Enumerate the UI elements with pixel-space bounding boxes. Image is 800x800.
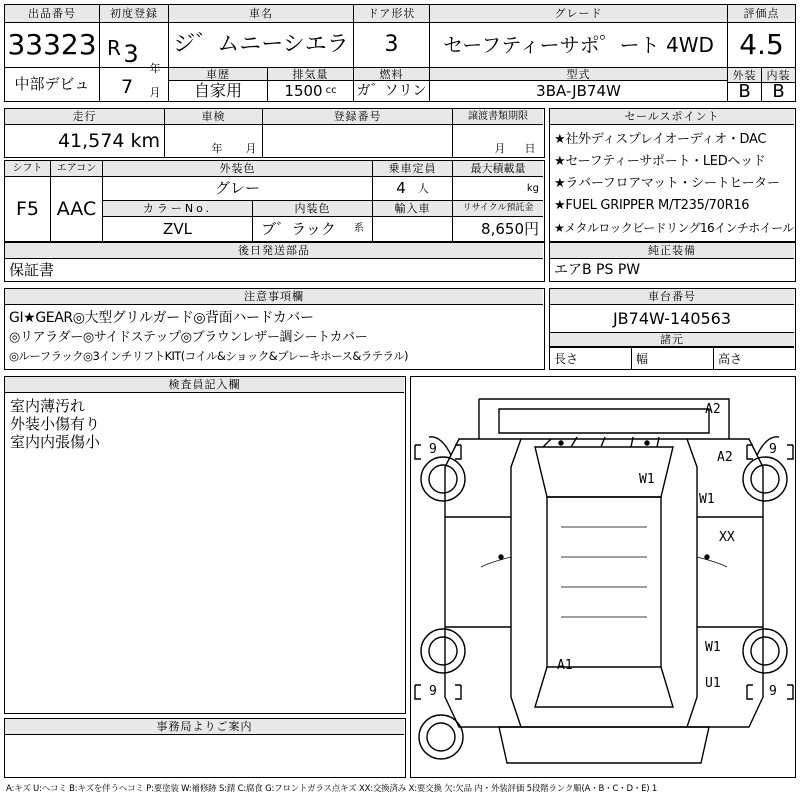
ac-value: AAC: [51, 177, 103, 241]
capacity-cell: [373, 177, 453, 201]
int-grade-label: 内装: [762, 67, 795, 83]
sales-point: ★セーフティーサポート・LEDヘッド: [554, 154, 766, 169]
inspector-line: 外装小傷有り: [10, 415, 101, 433]
sales-points-list: [554, 129, 794, 239]
transfer-day-unit: 日: [524, 141, 536, 155]
damage-w1-rear: W1: [705, 640, 721, 655]
inspector-line: 室内薄汚れ: [10, 397, 86, 415]
door-count: 3: [354, 23, 430, 67]
color-value: グレー: [103, 177, 373, 201]
sales-points-label: セールスポイント: [550, 109, 794, 125]
displacement-cell: [268, 81, 354, 101]
displacement-unit: cc: [325, 85, 337, 96]
notes-label: 注意事項欄: [5, 289, 543, 305]
recycle-value: 8,650円: [481, 219, 539, 238]
shift-label: シフト: [5, 161, 51, 177]
later-parts-block: [4, 242, 545, 282]
note-line: ◎ルーフラック◎3インチリフトKIT(コイル&ショック&ブレーキホース&ラテラル): [9, 349, 408, 363]
notes-block: [4, 288, 545, 370]
door-label: ドア形状: [354, 5, 430, 23]
int-grade: B: [772, 83, 785, 101]
history-value: 自家用: [169, 81, 268, 101]
capacity-value: 4: [396, 179, 406, 197]
name-label: 車名: [169, 5, 354, 23]
dims-width: 幅: [632, 347, 714, 369]
note-line: ◎リアラダー◎サイドステップ◎ブラウンレザー調シートカバー: [9, 330, 368, 345]
displacement-label: 排気量: [268, 67, 354, 81]
load-label: 最大積載量: [453, 161, 543, 177]
lot-label: 出品番号: [5, 5, 100, 23]
tread-front-right: 9: [769, 442, 777, 457]
lot-note: 中部デビュ: [5, 67, 100, 101]
dims-label: 諸元: [550, 333, 794, 347]
damage-w1-fender: W1: [699, 492, 715, 507]
transfer-month-unit: 月: [494, 141, 506, 155]
fuel-value: ガ゛ソリン: [354, 81, 430, 101]
dims-length: 長さ: [550, 347, 632, 369]
car-name: ジ゛ムニーシエラ: [169, 23, 354, 67]
office-block: [4, 718, 406, 778]
era: R: [107, 36, 121, 60]
inspector-block: [4, 376, 406, 714]
model-label: 型式: [430, 67, 728, 81]
score-value: 4.5: [739, 28, 784, 61]
inspector-label: 検査員記入欄: [5, 377, 404, 393]
damage-u1: U1: [705, 676, 721, 691]
first-reg-label: 初度登録: [100, 5, 169, 23]
reg-year: 3: [123, 40, 139, 68]
lot-number: 33323: [5, 23, 100, 67]
mileage-block: [4, 108, 545, 158]
shift-value: F5: [5, 177, 51, 241]
tread-rear-right: 9: [769, 684, 777, 699]
plate-label: 登録番号: [263, 109, 453, 125]
interior-color-suffix: 系: [353, 223, 364, 234]
year-unit: 年: [149, 61, 161, 75]
damage-w1-hood: W1: [639, 472, 655, 487]
inspection-label: 車検: [165, 109, 263, 125]
displacement-value: 1500: [284, 81, 323, 100]
later-parts-label: 後日発送部品: [5, 243, 543, 259]
car-outline: [411, 377, 797, 779]
tread-front-left: 9: [429, 442, 437, 457]
ac-label: エアコン: [51, 161, 103, 177]
sales-point: ★FUEL GRIPPER M/T235/70R16: [554, 198, 750, 213]
mileage-label: 走行: [5, 109, 165, 125]
interior-color-label: 内装色: [253, 201, 373, 217]
color-no-label: カラーNo.: [103, 201, 253, 217]
color-no-value: ZVL: [103, 217, 253, 241]
inspector-line: 室内内張傷小: [10, 433, 101, 451]
interior-color-value: ブ゛ラック: [261, 219, 336, 238]
color-label: 外装色: [103, 161, 373, 177]
plate-cell: [263, 125, 453, 157]
damage-a1: A1: [557, 658, 573, 673]
car-diagram: [410, 376, 796, 778]
grade-value: セーフティーサポ゜ート 4WD: [430, 23, 728, 67]
reg-month: 7: [120, 75, 134, 98]
header-block: [4, 4, 796, 102]
ext-grade-label: 外装: [728, 67, 762, 83]
recycle-label: リサイクル預託金: [453, 201, 543, 217]
equipment-value: エアB PS PW: [554, 262, 641, 278]
transfer-label: 譲渡書類期限: [453, 109, 543, 125]
score-label: 評価点: [728, 5, 795, 23]
model-value: 3BA-JB74W: [430, 81, 728, 101]
office-label: 事務局よりご案内: [5, 719, 404, 735]
chassis-block: [549, 288, 796, 370]
damage-a2-side: A2: [717, 450, 733, 465]
interior-color-cell: [253, 217, 373, 241]
mileage-value: 41,574 km: [5, 125, 165, 157]
equipment-block: [549, 242, 796, 282]
capacity-unit: 人: [417, 182, 429, 195]
tread-rear-left: 9: [429, 684, 437, 699]
history-label: 車歴: [169, 67, 268, 81]
sales-point: ★社外ディスプレイオーディオ・DAC: [554, 132, 767, 147]
legend: A:キズ U:ヘコミ B:キズを伴うヘコミ P:要塗装 W:補修跡 S:錆 C:腐食 G:フロントガラス点キズ XX:交換済み X:要交換 欠:欠品 内・外装評価 5段階ランク順(A・B・C・D・E) 1: [6, 783, 658, 794]
damage-a2-top: A2: [705, 402, 721, 417]
month-unit: 月: [149, 85, 161, 99]
sales-points-block: [549, 108, 796, 242]
later-parts-value: 保証書: [9, 260, 55, 279]
import-cell: [373, 217, 453, 241]
load-unit: kg: [453, 177, 543, 201]
note-line: GI★GEAR◎大型グリルガード◎背面ハードカバー: [9, 310, 314, 326]
spec-block: [4, 160, 545, 242]
inspector-lines: [10, 397, 100, 451]
damage-xx: XX: [719, 530, 735, 545]
inspection-month-unit: 月: [245, 141, 257, 155]
ext-grade: B: [728, 83, 762, 101]
grade-label: グレード: [430, 5, 728, 23]
dims-height: 高さ: [714, 347, 794, 369]
chassis-label: 車台番号: [550, 289, 794, 305]
chassis-value: JB74W-140563: [550, 305, 794, 333]
sales-point: ★メタルロックビードリング16インチホイール: [554, 221, 794, 235]
import-label: 輸入車: [373, 201, 453, 217]
inspection-year-unit: 年: [211, 141, 223, 155]
capacity-label: 乗車定員: [373, 161, 453, 177]
sales-point: ★ラバーフロアマット・シートヒーター: [554, 176, 780, 191]
equipment-label: 純正装備: [550, 243, 794, 259]
fuel-label: 燃料: [354, 67, 430, 81]
notes-lines: [9, 309, 408, 366]
